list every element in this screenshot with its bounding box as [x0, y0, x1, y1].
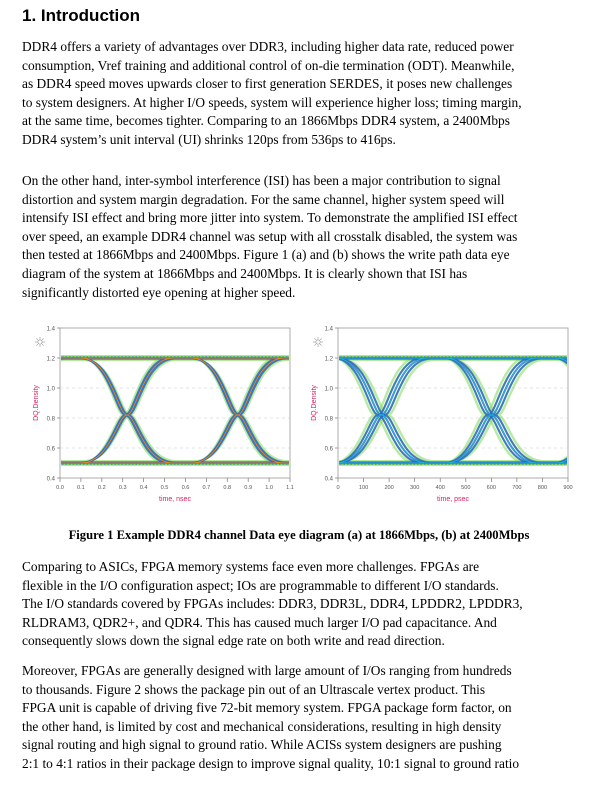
marker-icon-ray [320, 344, 321, 345]
y-tick-label: 0.4 [46, 476, 55, 483]
text-line: over speed, an example DDR4 channel was setup with all crosstalk disabled, the system was [22, 228, 518, 244]
x-tick-label: 0.8 [223, 485, 232, 491]
section-heading: 1. Introduction [22, 6, 141, 25]
y-tick-label: 1.0 [46, 386, 55, 393]
marker-icon-ring [316, 340, 320, 344]
x-tick-label: 800 [537, 485, 548, 491]
x-tick-label: 0.7 [202, 485, 211, 491]
x-tick-label: 500 [461, 485, 471, 491]
x-tick-label: 0.4 [139, 485, 148, 491]
y-axis-label: DQ.Density [311, 385, 318, 421]
text-line: FPGA unit is capable of driving five 72-bit memory system. FPGA package form factor, on [22, 700, 512, 716]
text-line: signal routing and high signal to ground ratio. While ACISs system designers are pushing [22, 737, 502, 753]
paragraph-2 [22, 172, 574, 302]
y-tick-label: 1.2 [324, 356, 333, 363]
x-tick-label: 0.3 [118, 485, 127, 491]
text-line: 2:1 to 4:1 ratios in their package design to improve signal quality, 10:1 signal to ground ratio [22, 755, 520, 771]
x-axis-label: time, psec [437, 496, 469, 503]
plot-frame [60, 328, 290, 478]
marker-icon-ray [42, 344, 43, 345]
text-line: consumption, Vref training and additional control of on-die termination (ODT). Meanwhile, [22, 57, 515, 73]
text-line: Comparing to ASICs, FPGA memory systems face even more challenges. FPGAs are [22, 559, 480, 574]
text-line: diagram of the system at 1866Mbps and 2400Mbps. It is clearly shown that ISI has [22, 265, 468, 281]
y-tick-label: 0.6 [46, 446, 55, 453]
eye-diagram-a [26, 320, 296, 510]
x-tick-label: 700 [512, 485, 522, 491]
marker-icon-ray [314, 338, 315, 339]
paragraph-3 [22, 558, 574, 651]
x-tick-label: 0.2 [97, 485, 106, 491]
x-tick-label: 0.6 [181, 485, 190, 491]
x-tick-label: 900 [563, 485, 573, 491]
y-tick-label: 1.4 [46, 326, 55, 333]
eye-diagram-a-plot [26, 320, 296, 510]
x-axis-label: time, nsec [159, 496, 191, 503]
x-tick-label: 100 [358, 485, 369, 491]
text-line: RLDRAM3, QDR2+, and QDR4. This has caused much larger I/O pad capacitance. And [22, 614, 497, 630]
marker-icon [35, 337, 45, 347]
x-tick-label: 0 [336, 485, 340, 491]
text-line: then tested at 1866Mbps and 2400Mbps. Figure 1 (a) and (b) shows the write path data eye [22, 247, 510, 263]
x-tick-label: 600 [486, 485, 497, 491]
y-tick-label: 0.6 [324, 446, 333, 453]
text-line: The I/O standards covered by FPGAs includes: DDR3, DDR3L, DDR4, LPDDR2, LPDDR3, [22, 596, 523, 612]
x-tick-label: 0.1 [77, 485, 85, 491]
x-tick-label: 0.0 [56, 485, 64, 491]
paragraph-1 [22, 38, 574, 150]
text-line: DDR4 offers a variety of advantages over DDR3, including higher data rate, reduced power [22, 39, 514, 54]
eye-diagram-b [304, 320, 574, 510]
text-line: DDR4 system’s unit interval (UI) shrinks 120ps from 536ps to 416ps. [22, 131, 396, 147]
y-tick-label: 0.4 [324, 476, 333, 483]
x-tick-label: 1.1 [286, 485, 294, 491]
x-tick-label: 400 [435, 485, 445, 491]
marker-icon-ring [38, 340, 42, 344]
y-tick-label: 1.4 [324, 326, 333, 333]
figure-caption: Figure 1 Example DDR4 channel Data eye diagram (a) at 1866Mbps, (b) at 2400Mbps [68, 528, 530, 542]
marker-icon-ray [320, 338, 321, 339]
y-tick-label: 1.0 [324, 386, 333, 393]
text-line: as DDR4 speed moves upwards closer to first generation SERDES, it poses new challenges [22, 76, 513, 92]
text-line: flexible in the I/O configuration aspect; IOs are programmable to different I/O standards. [22, 577, 499, 593]
x-tick-label: 200 [384, 485, 394, 491]
marker-icon [313, 337, 323, 347]
y-axis-label: DQ.Density [33, 385, 40, 421]
marker-icon-ray [42, 338, 43, 339]
eye-diagram-b-plot [304, 320, 574, 510]
marker-icon-ray [36, 344, 37, 345]
marker-icon-ray [314, 344, 315, 345]
x-tick-label: 1.0 [265, 485, 273, 491]
text-line: consequently slows down the signal edge rate on both write and read direction. [22, 633, 445, 649]
paragraph-4 [22, 662, 574, 774]
y-tick-label: 0.8 [46, 416, 55, 423]
x-tick-label: 300 [409, 485, 420, 491]
text-line: significantly distorted eye opening at higher speed. [22, 284, 296, 300]
x-tick-label: 0.9 [244, 485, 253, 491]
y-tick-label: 1.2 [46, 356, 55, 363]
text-line: at the same time, becomes tighter. Comparing to an 1866Mbps DDR4 system, a 2400Mbps [22, 113, 510, 129]
text-line: Moreover, FPGAs are generally designed with large amount of I/Os ranging from hundreds [22, 663, 512, 678]
text-line: to thousands. Figure 2 shows the package pin out of an Ultrascale vertex product. This [22, 681, 486, 697]
text-line: intensify ISI effect and bring more jitter into system. To demonstrate the amplified ISI effect [22, 210, 518, 226]
text-line: to system designers. At higher I/O speeds, system will experience higher loss; timing margin, [22, 94, 522, 110]
marker-icon-ray [36, 338, 37, 339]
text-line: the other hand, is limited by cost and mechanical considerations, resulting in high density [22, 718, 502, 734]
x-tick-label: 0.5 [160, 485, 169, 491]
text-line: distortion and system margin degradation. For the same channel, higher system speed will [22, 191, 505, 207]
y-tick-label: 0.8 [324, 416, 333, 423]
text-line: On the other hand, inter-symbol interference (ISI) has been a major contribution to signal [22, 173, 501, 188]
